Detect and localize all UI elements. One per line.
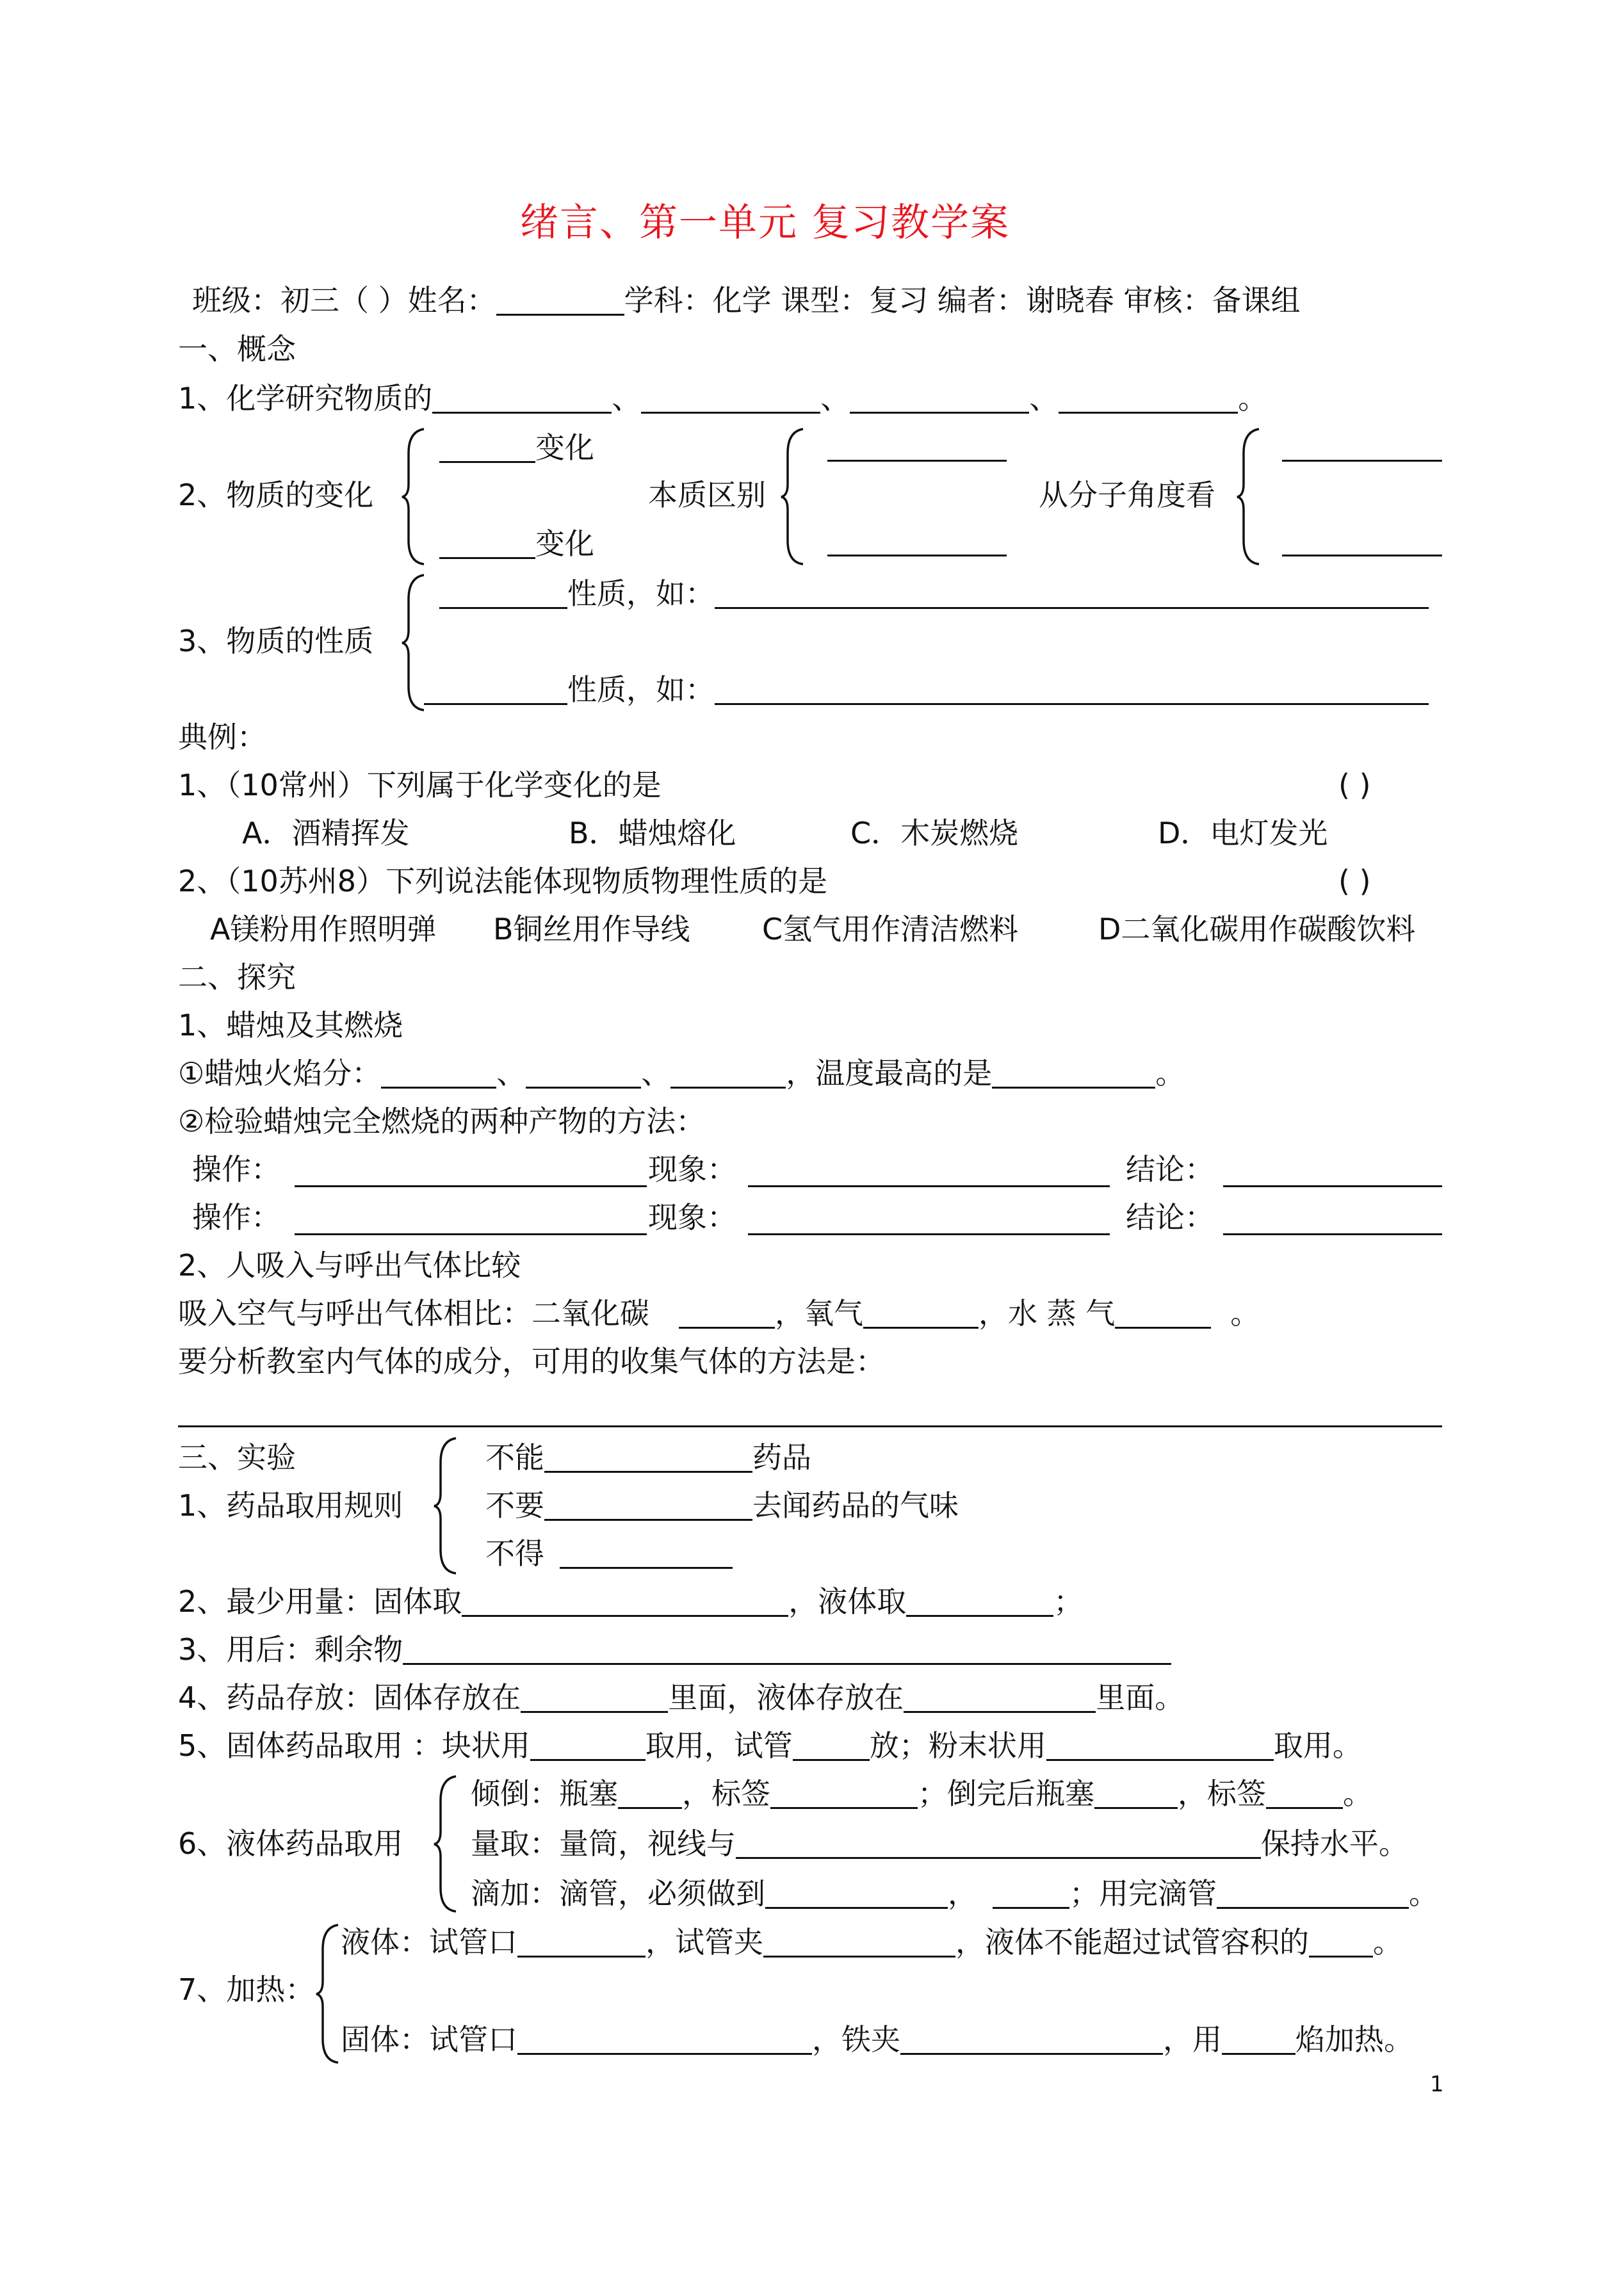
- rule6-brace: [433, 1775, 459, 1913]
- heat-solid-clamp-blank[interactable]: [900, 2025, 1163, 2055]
- flame-line: ①蜡烛火焰分： 、 、 ，温度最高的是 。: [178, 1056, 1185, 1091]
- measure-sightline-blank[interactable]: [736, 1829, 1261, 1859]
- phen-blank-1[interactable]: [748, 1185, 1110, 1187]
- q2-change-blank-1[interactable]: [439, 433, 535, 463]
- q1-blank-4[interactable]: [1059, 384, 1238, 414]
- q1-end: 。: [1238, 381, 1268, 416]
- heat-liquid-volume-blank[interactable]: [1309, 1927, 1373, 1958]
- q3-prop-blank-2[interactable]: [424, 675, 567, 705]
- pour-after-stopper-blank[interactable]: [1094, 1779, 1178, 1809]
- ex2-option-c: C氢气用作清洁燃料: [762, 912, 1019, 946]
- concl-blank-1[interactable]: [1223, 1185, 1442, 1187]
- q3-example-blank-1[interactable]: [715, 579, 1429, 609]
- q2-essence-blank-1[interactable]: [827, 460, 1007, 462]
- q2-change-blank-2[interactable]: [439, 529, 535, 559]
- rule4-liquid-blank[interactable]: [904, 1683, 1096, 1713]
- rule1-b-blank[interactable]: [544, 1491, 752, 1521]
- rule7-label: 7、加热：: [178, 1972, 315, 2007]
- rule5-block-blank[interactable]: [530, 1731, 646, 1761]
- ex2-stem: 2、（10苏州8）下列说法能体现物质物理性质的是: [178, 864, 828, 898]
- flame-hottest-blank[interactable]: [992, 1058, 1155, 1089]
- ex1-stem: 1、（10常州）下列属于化学变化的是: [178, 768, 662, 802]
- phen-label-1: 现象：: [648, 1152, 736, 1187]
- ex2-option-b: B铜丝用作导线: [493, 912, 690, 946]
- rule1-c-blank[interactable]: [560, 1539, 733, 1569]
- q1-blank-2[interactable]: [641, 384, 820, 414]
- heat-liquid-mouth-blank[interactable]: [517, 1927, 646, 1958]
- rule7-liquid: 液体：试管口 ，试管夹 ，液体不能超过试管容积的 。: [341, 1925, 1402, 1959]
- q2-molecular-label: 从分子角度看: [1039, 478, 1215, 512]
- ex2-option-a: A镁粉用作照明弹: [210, 912, 437, 946]
- phen-label-2: 现象：: [648, 1200, 736, 1235]
- pour-label-blank[interactable]: [770, 1779, 918, 1809]
- method-line: ②检验蜡烛完全燃烧的两种产物的方法：: [178, 1104, 706, 1139]
- concl-label-1: 结论：: [1126, 1152, 1214, 1187]
- heat-liquid-clamp-blank[interactable]: [763, 1927, 955, 1958]
- q2-change-1: 变化: [439, 433, 594, 463]
- q1-sep: 、: [820, 381, 850, 416]
- ex1-answer-paren[interactable]: ( ): [1338, 768, 1371, 802]
- drop-blank-2[interactable]: [993, 1879, 1069, 1909]
- q1-sep: 、: [612, 381, 642, 416]
- compare-line: 吸入空气与呼出气体相比：二氧化碳 ，氧气 ，水 蒸 气 。: [178, 1296, 1260, 1331]
- rule1-b: 不要 去闻药品的气味: [485, 1488, 959, 1523]
- section-2-heading: 二、探究: [178, 960, 296, 994]
- rule4-line: 4、药品存放：固体存放在 里面，液体存放在 里面。: [178, 1680, 1185, 1715]
- rule2-line: 2、最少用量：固体取 ，液体取 ；: [178, 1584, 1084, 1619]
- class-name-line: [192, 283, 1301, 318]
- vapor-blank[interactable]: [1115, 1299, 1211, 1329]
- op-label-2: 操作：: [192, 1200, 280, 1235]
- q1-label: 1、化学研究物质的: [178, 381, 433, 416]
- rule2-solid-blank[interactable]: [462, 1587, 788, 1617]
- q2-brace-3: [1236, 428, 1262, 565]
- q3-prop-blank-1[interactable]: [439, 579, 567, 609]
- rule1-a: 不能 药品: [485, 1440, 811, 1475]
- q1-sep: 、: [1029, 381, 1059, 416]
- q3-example-blank-2[interactable]: [715, 675, 1429, 705]
- rule6-measure: 量取：量筒，视线与 保持水平。: [471, 1826, 1408, 1861]
- page-title: 绪言、第一单元 复习教学案: [520, 200, 1011, 245]
- flame-blank-2[interactable]: [526, 1058, 641, 1089]
- rule1-c: 不得: [485, 1539, 733, 1569]
- q2-brace-1: [401, 428, 426, 565]
- q1-blank-3[interactable]: [850, 384, 1029, 414]
- rule3-blank[interactable]: [403, 1635, 1171, 1665]
- pour-stopper-blank[interactable]: [618, 1779, 682, 1809]
- q3-prop-1: 性质，如：: [439, 579, 1429, 609]
- ex2-answer-paren[interactable]: ( ): [1338, 864, 1371, 898]
- ex1-option-d: D．电灯发光: [1158, 816, 1328, 850]
- concl-label-2: 结论：: [1126, 1200, 1214, 1235]
- rule5-powder-blank[interactable]: [1046, 1731, 1274, 1761]
- heat-solid-mouth-blank[interactable]: [517, 2025, 812, 2055]
- op-blank-2[interactable]: [295, 1233, 647, 1235]
- ex2-option-d: D二氧化碳用作碳酸饮料: [1098, 912, 1416, 946]
- rule6-pour: 倾倒：瓶塞 ，标签 ；倒完后瓶塞 ，标签 。: [471, 1776, 1372, 1811]
- flame-blank-1[interactable]: [381, 1058, 496, 1089]
- drop-after-blank[interactable]: [1217, 1879, 1409, 1909]
- rule1-a-blank[interactable]: [544, 1443, 752, 1473]
- q2-brace-2: [780, 428, 806, 565]
- rule1-label: 1、药品取用规则: [178, 1488, 403, 1523]
- q1-line: [178, 381, 1268, 416]
- flame-blank-3[interactable]: [670, 1058, 786, 1089]
- collect-line: 要分析教室内气体的成分，可用的收集气体的方法是：: [178, 1344, 885, 1379]
- page-number: 1: [1430, 2072, 1444, 2097]
- sec2-s1: 1、蜡烛及其燃烧: [178, 1008, 403, 1042]
- ex1-option-c: C．木炭燃烧: [850, 816, 1019, 850]
- header-info: 学科：化学 课型：复习 编者：谢晓春 审核：备课组: [624, 283, 1301, 318]
- section-3-heading: 三、实验: [178, 1440, 296, 1475]
- rule6-label: 6、液体药品取用: [178, 1826, 403, 1861]
- q3-prop-2: 性质，如：: [424, 675, 1429, 705]
- ex1-option-a: A．酒精挥发: [242, 816, 410, 850]
- drop-blank-1[interactable]: [765, 1879, 948, 1909]
- q2-essence-label: 本质区别: [648, 478, 766, 512]
- q1-blank-1[interactable]: [432, 384, 612, 414]
- rule5-tube-blank[interactable]: [793, 1731, 870, 1761]
- co2-blank[interactable]: [679, 1299, 775, 1329]
- rule1-brace: [433, 1437, 459, 1575]
- sec2-s2: 2、人吸入与呼出气体比较: [178, 1248, 521, 1283]
- rule6-drop: 滴加：滴管，必须做到 ， ；用完滴管 。: [471, 1876, 1438, 1911]
- rule4-solid-blank[interactable]: [521, 1683, 668, 1713]
- collect-blank[interactable]: [178, 1425, 1442, 1427]
- phen-blank-2[interactable]: [748, 1233, 1110, 1235]
- examples-heading: 典例：: [178, 720, 266, 754]
- pour-after-label-blank[interactable]: [1266, 1779, 1343, 1809]
- o2-blank[interactable]: [863, 1299, 978, 1329]
- rule5-line: 5、固体药品取用 ：块状用 取用，试管 放；粉末状用 取用。: [178, 1728, 1362, 1763]
- class-label: 班级：初三（ ）姓名：: [192, 283, 496, 318]
- q2-change-2: 变化: [439, 529, 594, 559]
- op-blank-1[interactable]: [295, 1185, 647, 1187]
- concl-blank-2[interactable]: [1223, 1233, 1442, 1235]
- rule7-solid: 固体：试管口 ，铁夹 ，用 焰加热。: [341, 2022, 1413, 2057]
- ex1-option-b: B．蜡烛熔化: [569, 816, 736, 850]
- section-1-heading: 一、概念: [178, 332, 296, 366]
- op-label-1: 操作：: [192, 1152, 280, 1187]
- q2-label: 2、物质的变化: [178, 478, 374, 512]
- q2-molecular-blank-2[interactable]: [1282, 555, 1442, 556]
- rule3-line: 3、用后：剩余物: [178, 1635, 1171, 1665]
- q3-brace: [401, 574, 426, 711]
- q3-label: 3、物质的性质: [178, 624, 374, 658]
- heat-flame-blank[interactable]: [1222, 2025, 1295, 2055]
- rule2-liquid-blank[interactable]: [906, 1587, 1053, 1617]
- q2-essence-blank-2[interactable]: [827, 555, 1007, 556]
- name-blank[interactable]: [496, 286, 624, 316]
- rule7-brace: [315, 1924, 341, 2064]
- q2-molecular-blank-1[interactable]: [1282, 460, 1442, 462]
